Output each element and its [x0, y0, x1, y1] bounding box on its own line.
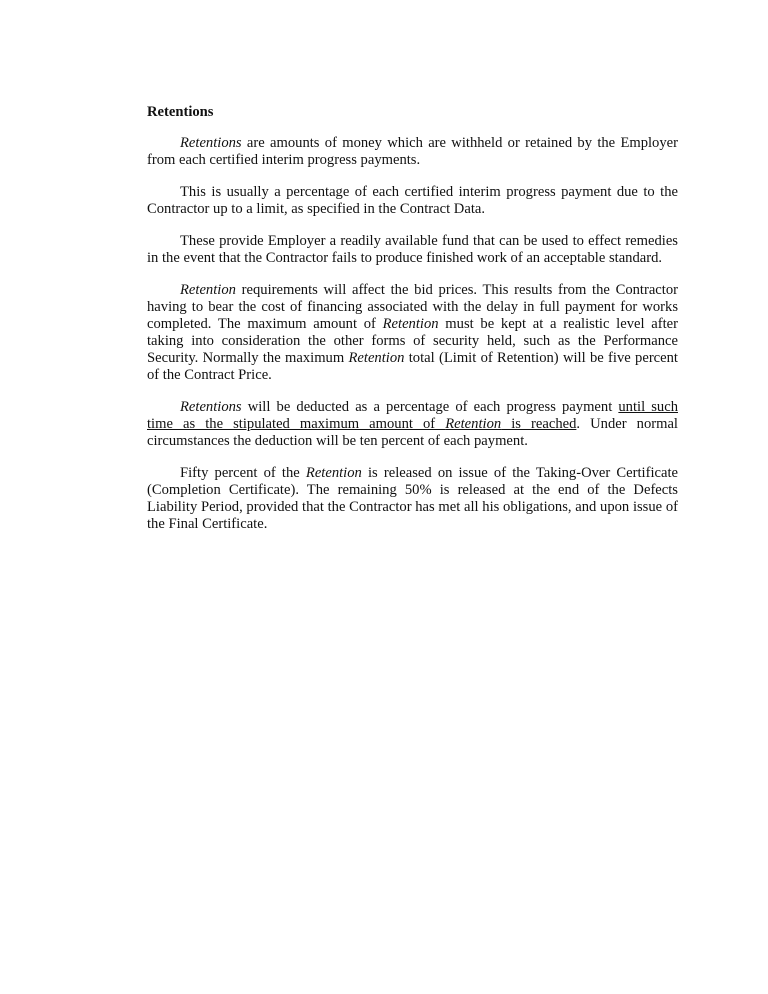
- paragraph-percentage: [147, 184, 678, 218]
- term-retention: Retention: [180, 282, 236, 298]
- paragraph-bid-prices: [147, 282, 678, 384]
- section-heading: Retentions: [147, 104, 214, 120]
- paragraph-text: This is usually a percentage of each certified interim progress payment due to the Contractor up to a limit, as specified in the Contract Data.: [147, 184, 678, 217]
- term-retention: Retention: [348, 350, 405, 366]
- paragraph-text: These provide Employer a readily available fund that can be used to effect remedies in the event that the Contractor fails to produce finished work of an acceptable standard.: [147, 233, 678, 266]
- term-retentions: Retentions: [180, 399, 242, 415]
- paragraph-release: [147, 465, 678, 533]
- underlined-text: until such time as the stipulated maximum amount of: [147, 399, 678, 432]
- underlined-term-retention: [445, 416, 501, 432]
- paragraph-text: is released on issue of the Taking-Over Certificate (Completion Certificate). The remaining 50% is released at the end of the Defects Liability Period, provided that the Contractor has met all his obligations, and upon issue of the Final Certificate.: [147, 465, 678, 532]
- document-page: [147, 104, 678, 548]
- paragraph-text: must be kept at a realistic level after taking into consideration the other forms of security held, such as the Performance Security. Normally the maximum: [147, 316, 678, 366]
- paragraph-definition: [147, 135, 678, 169]
- term-retention: Retention: [445, 416, 502, 432]
- term-retention: Retention: [305, 465, 362, 481]
- term-retention: Retention: [382, 316, 439, 332]
- paragraph-text: Fifty percent of the: [180, 465, 306, 481]
- paragraph-text: . Under normal circumstances the deduction will be ten percent of each payment.: [147, 416, 678, 449]
- paragraph-fund: [147, 233, 678, 267]
- paragraph-text: requirements will affect the bid prices. This results from the Contractor having to bear the cost of financing associated with the delay in full payment for works completed. The maximum amount of: [147, 282, 678, 332]
- paragraph-deduction: [147, 399, 678, 450]
- term-retentions: Retentions: [180, 135, 242, 151]
- paragraph-text: total (Limit of Retention) will be five percent of the Contract Price.: [147, 350, 678, 383]
- paragraph-text: are amounts of money which are withheld or retained by the Employer from each certified interim progress payments.: [147, 135, 678, 168]
- underlined-text: is reached: [501, 416, 577, 432]
- paragraph-text: will be deducted as a percentage of each progress payment: [241, 399, 619, 415]
